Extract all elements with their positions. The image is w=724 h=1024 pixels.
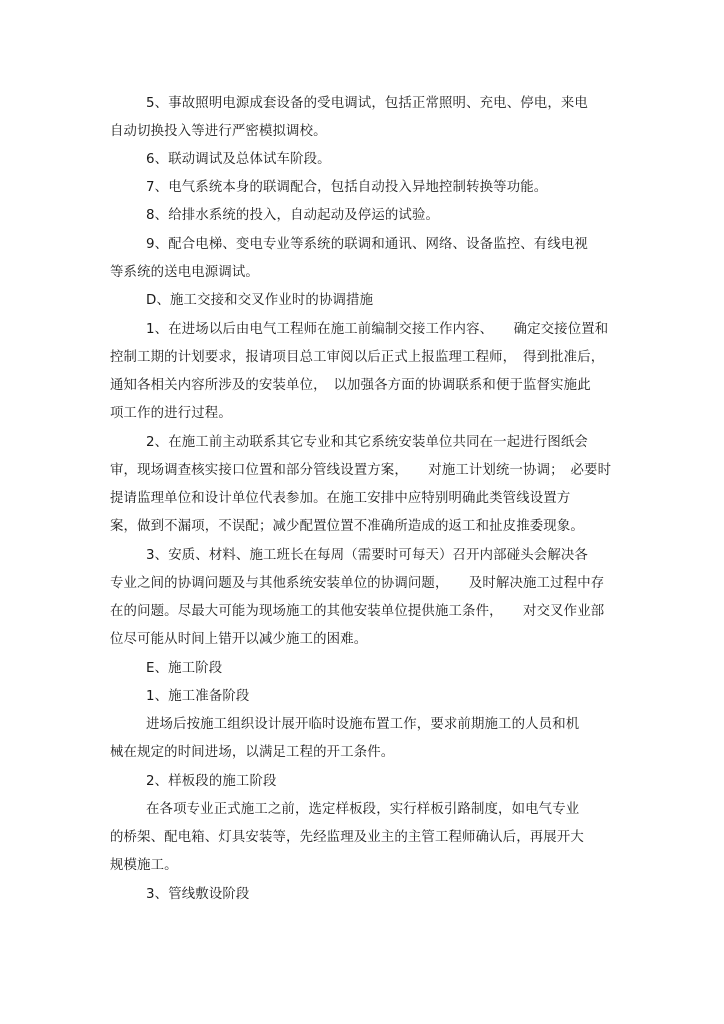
text-line: 在各项专业正式施工之前，选定样板段，实行样板引路制度，如电气专业 bbox=[146, 802, 580, 817]
text-line: 9、配合电梯、变电专业等系统的联调和通讯、网络、设备监控、有线电视 bbox=[146, 237, 588, 252]
text-line: 案，做到不漏项，不误配；减少配置位置不准确所造成的返工和扯皮推委现象。 bbox=[110, 519, 584, 534]
text-line: 在的问题。尽最大可能为现场施工的其他安装单位提供施工条件， 对交叉作业部 bbox=[110, 604, 605, 619]
text-line: 提请监理单位和设计单位代表参加。在施工安排中应特别明确此类管线设置方 bbox=[110, 491, 571, 506]
text-line: 7、电气系统本身的联调配合，包括自动投入异地控制转换等功能。 bbox=[146, 180, 548, 195]
section-heading: E、施工阶段 bbox=[146, 661, 223, 676]
text-line: 项工作的进行过程。 bbox=[110, 406, 232, 421]
text-line: 2、在施工前主动联系其它专业和其它系统安装单位共同在一起进行图纸会 bbox=[146, 435, 588, 450]
text-line: 1、在进场以后由电气工程师在施工前编制交接工作内容、 确定交接位置和 bbox=[146, 322, 609, 337]
text-line: 专业之间的协调问题及与其他系统安装单位的协调问题， 及时解决施工过程中存 bbox=[110, 576, 605, 591]
text-line: 位尽可能从时间上错开以减少施工的困难。 bbox=[110, 632, 368, 647]
section-heading: D、施工交接和交叉作业时的协调措施 bbox=[146, 293, 374, 308]
subsection-heading: 1、施工准备阶段 bbox=[146, 689, 250, 704]
text-line: 规模施工。 bbox=[110, 858, 178, 873]
text-line: 自动切换投入等进行严密模拟调校。 bbox=[110, 124, 327, 139]
text-line: 6、联动调试及总体试车阶段。 bbox=[146, 152, 331, 167]
text-line: 的桥架、配电箱、灯具安装等，先经监理及业主的主管工程师确认后，再展开大 bbox=[110, 830, 584, 845]
text-line: 进场后按施工组织设计展开临时设施布置工作，要求前期施工的人员和机 bbox=[146, 717, 580, 732]
text-line: 等系统的送电电源调试。 bbox=[110, 265, 259, 280]
text-line: 8、给排水系统的投入，自动起动及停运的试验。 bbox=[146, 208, 440, 223]
text-line: 械在规定的时间进场，以满足工程的开工条件。 bbox=[110, 745, 395, 760]
subsection-heading: 3、管线敷设阶段 bbox=[146, 887, 250, 902]
text-line: 3、安质、材料、施工班长在每周（需要时可每天）召开内部碰头会解决各 bbox=[146, 548, 588, 563]
text-line: 审，现场调查核实接口位置和部分管线设置方案， 对施工计划统一协调； 必要时 bbox=[110, 463, 612, 478]
text-line: 通知各相关内容所涉及的安装单位， 以加强各方面的协调联系和便于监督实施此 bbox=[110, 378, 591, 393]
text-line: 控制工期的计划要求，报请项目总工审阅以后正式上报监理工程师， 得到批准后， bbox=[110, 350, 605, 365]
subsection-heading: 2、样板段的施工阶段 bbox=[146, 774, 277, 789]
text-line: 5、事故照明电源成套设备的受电调试，包括正常照明、充电、停电，来电 bbox=[146, 96, 588, 111]
